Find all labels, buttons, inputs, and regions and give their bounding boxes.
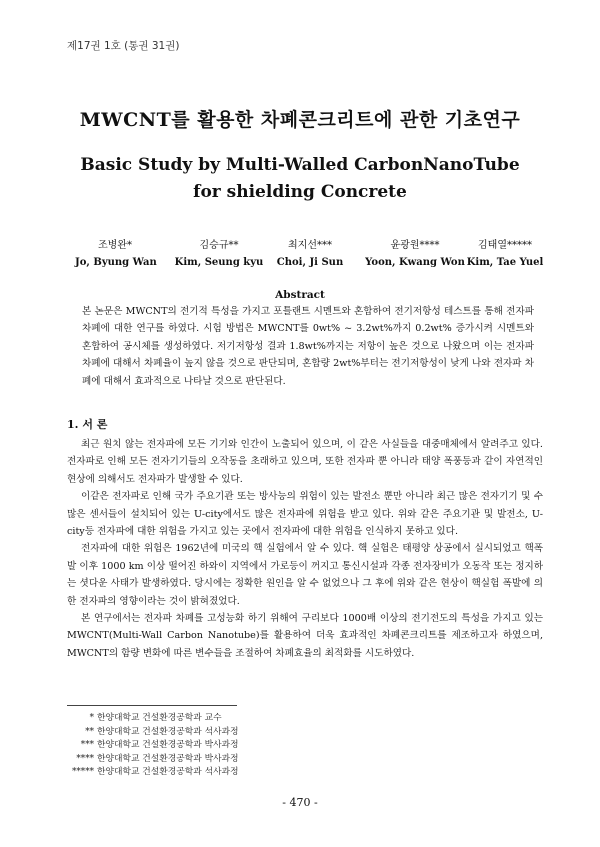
abstract-text: 본 논문은 MWCNT의 전기적 특성을 가지고 포틀랜트 시멘트와 혼합하여 전기저항성 테스트를 통해 전자파차폐에 대한 연구를 하였다. 시험 방법은 MWCNT를 0wt% ~ 3.2wt%까지 0.2wt% 증가시켜 시멘트와 혼합하여 공시체를 생성하였다. 저기저항성 결과 1.8wt%까지는 저항이 높은 것으로 나왔으며 이는 전자파 차폐에 대해서 차폐율이 높지 않을 것으로 판단되며, 혼합량 2wt%부터는 전기저항성이 낮게 나와 전자파 차폐에 대해서 효과적으로 나타날 것으로 판단된다. (82, 306, 534, 387)
footnote (72, 712, 239, 726)
footnote-text: 한양대학교 건설환경공학과 석사과정 (97, 726, 239, 737)
footnote (72, 753, 239, 767)
author-name-korean: 최지선*** (288, 240, 332, 251)
author-name-english: Jo, Byung Wan (75, 257, 157, 268)
body-paragraph: 이같은 전자파로 인해 국가 주요기관 또는 방사능의 위험이 있는 발전소 뿐만 아니라 최근 많은 전자기기 및 수많은 센서들이 설치되어 있는 U-city에서도 많은 전자파에 위험을 받고 있다. 위와 같은 주요기관 및 발전소, U-city등 전자파에 대한 위험을 가지고 있는 곳에서 전자파에 대한 위험을 인식하지 못하고 있다. (67, 491, 543, 538)
page-number: - 470 - (282, 796, 318, 809)
author (460, 237, 550, 271)
footnote-text: 한양대학교 건설환경공학과 박사과정 (97, 753, 239, 764)
author (270, 237, 350, 271)
author-name-korean: 조병완* (98, 240, 132, 251)
footnote-mark: ** (85, 726, 94, 737)
footnote (72, 739, 239, 753)
author-name-korean: 김태열***** (478, 240, 532, 251)
footnote-text: 한양대학교 건설환경공학과 박사과정 (97, 740, 239, 751)
author-name-english: Kim, Seung kyu (174, 257, 264, 268)
author-name-english: Yoon, Kwang Won (365, 257, 465, 268)
body-paragraph: 최근 원치 않는 전자파에 모든 기기와 인간이 노출되어 있으며, 이 같은 사실들을 대중매체에서 알려주고 있다. 전자파로 인해 모든 전자기기들의 오작동을 초래하고 있으며, 또한 전자파 뿐 아니라 태양 폭풍등과 같이 자연적인 현상에 의해서도 전자파가 발생할 수 있다. (67, 439, 543, 485)
title-english-line-2: for shielding Concrete (193, 182, 407, 202)
body-paragraph: 본 연구에서는 전자파 차폐를 고성능화 하기 위해여 구리보다 1000배 이상의 전기전도의 특성을 가지고 있는 MWCNT(Multi-Wall Carbon Nanotube)를 활용하여 더욱 효과적인 차폐콘크리트를 제조하고자 하였으며, MWCNT의 함량 변화에 따른 변수들을 조절하여 차폐효율의 최적화를 시도하였다. (67, 613, 543, 659)
footnote-text: 한양대학교 건설환경공학과 석사과정 (97, 767, 239, 778)
page-title-korean: MWCNT를 활용한 차폐콘크리트에 관한 기초연구 (79, 109, 521, 131)
section-heading: 1. 서 론 (67, 418, 108, 431)
author (75, 237, 155, 271)
footnote-divider (67, 705, 237, 706)
footnote (72, 766, 239, 780)
author-name-korean: 윤광원**** (390, 240, 440, 251)
author-name-korean: 김승규** (199, 240, 239, 251)
page-title-english (0, 152, 600, 206)
footnote-mark: ***** (72, 767, 94, 778)
author (169, 237, 269, 271)
author-name-english: Choi, Ji Sun (276, 257, 344, 268)
body-text (67, 436, 543, 662)
footnotes (72, 712, 239, 780)
body-paragraph: 전자파에 대한 위험은 1962년에 미국의 핵 실험에서 알 수 있다. 핵 실험은 태평양 상공에서 실시되었고 핵폭발 이후 1000 km 이상 떨어진 하와이 지역에서 가로등이 꺼지고 통신시설과 각종 전자장비가 오동작 또는 정지하는 셧다운 사태가 발생하였다. 당시에는 정확한 원인을 알 수 없었으나 그 후에 위와 같은 현상이 핵실험 폭발에 의한 전자파의 영향이라는 것이 밝혀졌었다. (67, 543, 543, 607)
abstract-heading: Abstract (275, 289, 325, 301)
footnote-text: 한양대학교 건설환경공학과 교수 (97, 713, 222, 723)
footnote-mark: * (89, 713, 94, 723)
title-english-line-1: Basic Study by Multi-Walled CarbonNanoTube (80, 155, 520, 175)
footnote (72, 726, 239, 740)
author (360, 237, 470, 271)
footnote-mark: *** (80, 740, 94, 751)
footnote-mark: **** (76, 753, 94, 764)
author-name-english: Kim, Tae Yuel (466, 257, 544, 268)
journal-volume: 제17권 1호 (통권 31권) (67, 40, 180, 52)
